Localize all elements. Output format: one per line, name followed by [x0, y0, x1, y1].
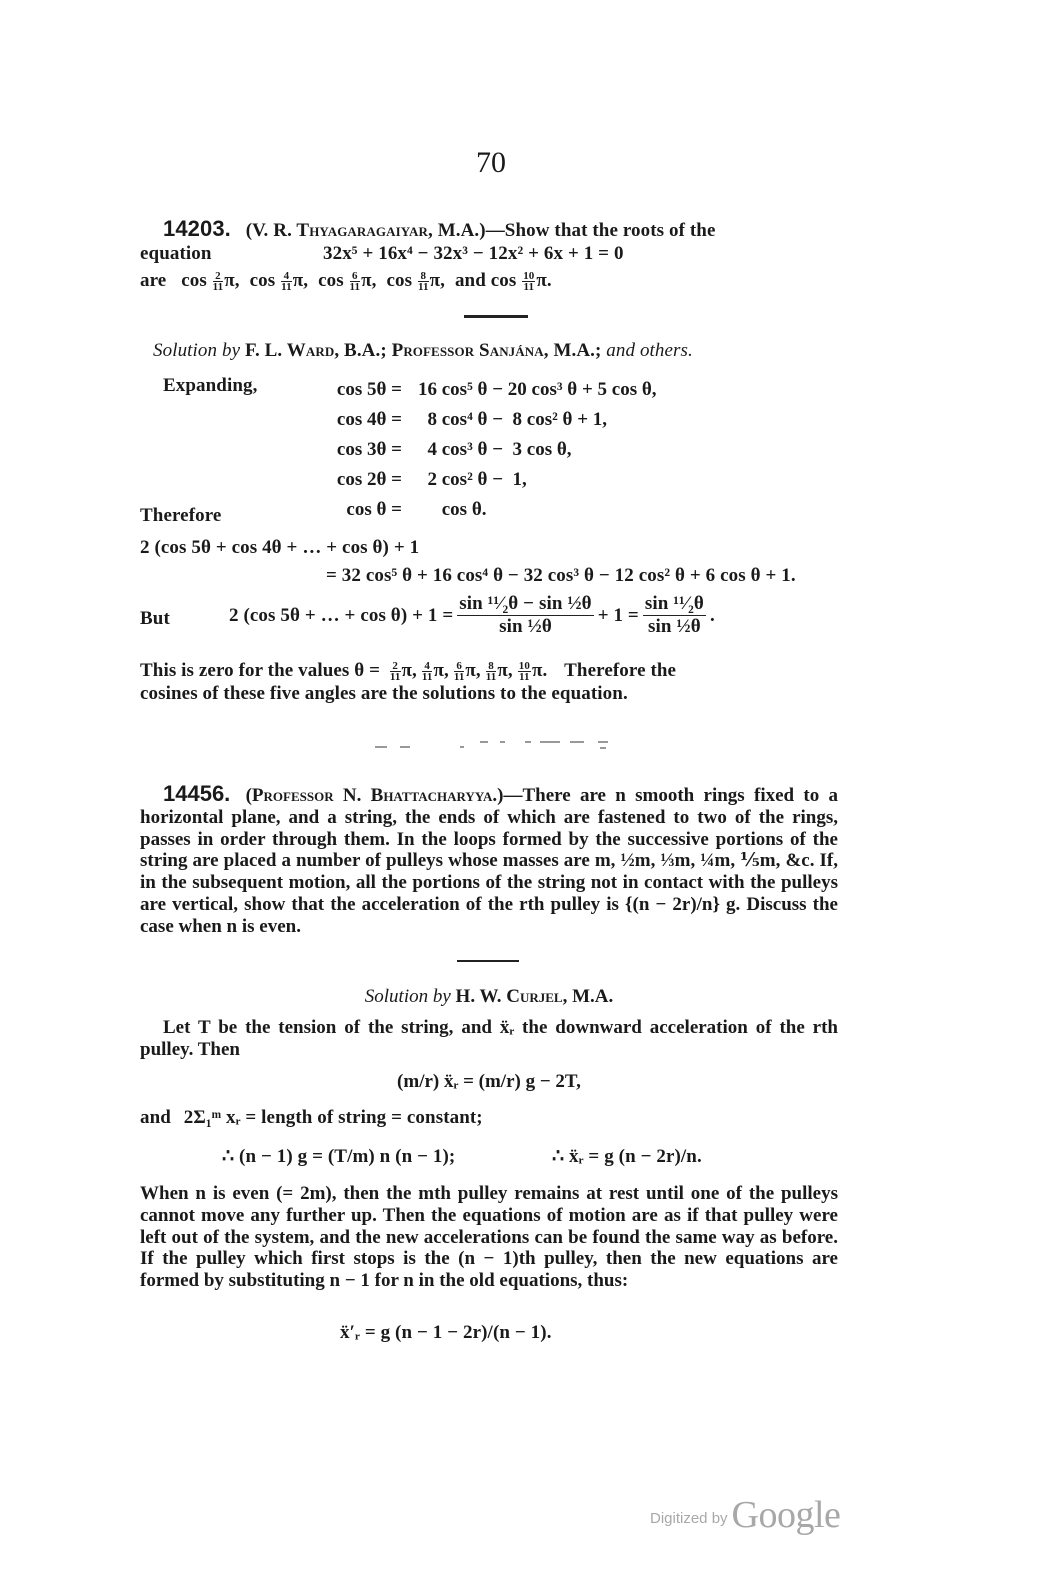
expansion-lhs: cos 4θ = [336, 409, 402, 430]
watermark-logo-text: Google [731, 1494, 841, 1536]
zero-value-suffix: π. [531, 660, 548, 681]
question-body-line1: —There are n smooth rings [503, 785, 745, 806]
small-fraction [454, 661, 465, 682]
fraction-numerator: 10 [518, 660, 530, 673]
expansion-lhs: cos 2θ = [336, 469, 402, 490]
fraction-denominator: 11 [523, 281, 535, 294]
sum-result: = 32 cos⁵ θ + 16 cos⁴ θ − 32 cos³ θ − 12 cos² θ + 6 cos θ + 1. [326, 565, 796, 586]
roots-prefix: are [140, 270, 167, 291]
fraction-numerator: 2 [213, 271, 224, 282]
zero-value-item [485, 660, 513, 684]
expansion-rhs: 4 cos³ θ − 3 cos θ, [418, 439, 572, 460]
fraction-denominator: 11 [212, 281, 224, 294]
root-suffix: π, [292, 270, 309, 291]
expanding-label: Expanding, [163, 375, 258, 396]
fraction-denominator: 11 [519, 671, 530, 684]
equation-2-line [140, 1107, 483, 1129]
equation-2-prefix: and [140, 1107, 171, 1128]
question-14456-text [140, 783, 838, 938]
root-suffix: π. [536, 270, 552, 291]
root-prefix: cos [318, 270, 349, 291]
zero-text-post: Therefore the [564, 660, 677, 681]
plus-one: + 1 = [597, 604, 639, 626]
but-label: But [140, 608, 170, 629]
root-suffix: π, [429, 270, 445, 291]
equation-4: ẍ′ᵣ = g (n − 1 − 2r)/(n − 1). [340, 1322, 552, 1343]
root-item [249, 270, 309, 294]
equation-1: (m/r) ẍᵣ = (m/r) g − 2T, [397, 1071, 581, 1092]
root-item [181, 270, 240, 294]
zero-value-item [517, 660, 548, 684]
question-intro: —Show that the roots of the [485, 220, 716, 241]
question-number: 14203. [163, 216, 231, 241]
small-fraction [518, 661, 531, 682]
zero-value-suffix: π, [465, 660, 481, 681]
expansion-rhs: 16 cos⁵ θ − 20 cos³ θ + 5 cos θ, [418, 379, 657, 400]
root-prefix: cos [249, 270, 281, 291]
expansion-rhs-column [418, 375, 657, 525]
fraction-denominator: 11 [389, 671, 401, 684]
fraction-2-end: . [709, 604, 715, 626]
question-14203-header [163, 216, 716, 242]
small-fraction [390, 661, 401, 682]
expansion-lhs: cos 5θ = [336, 379, 402, 400]
equation-2: 2Σ₁ᵐ xᵣ = length of string = constant; [183, 1107, 483, 1128]
fraction-denominator: 11 [453, 671, 465, 684]
fraction-denominator: 11 [417, 281, 429, 294]
root-suffix: π, [361, 270, 377, 291]
fraction-2-denominator: sin ½θ [648, 616, 701, 637]
roots-line [140, 270, 552, 292]
section-divider [464, 315, 528, 318]
expansion-lhs: cos θ = [346, 499, 402, 520]
small-fraction [522, 271, 535, 292]
zero-value-item [389, 660, 417, 684]
section-divider-2 [457, 960, 519, 962]
small-fraction [422, 661, 433, 682]
but-lhs: 2 (cos 5θ + … + cos θ) + 1 = [229, 604, 454, 626]
expansion-lhs: cos 3θ = [336, 439, 402, 460]
solvers-suffix: and others. [606, 340, 693, 361]
root-suffix: π, [224, 270, 240, 291]
fraction-denominator: 11 [485, 671, 497, 684]
therefore-label: Therefore [140, 505, 222, 526]
zero-values-list [385, 660, 548, 684]
fraction-1 [457, 593, 593, 638]
question-equation: 32x⁵ + 16x⁴ − 32x³ − 12x² + 6x + 1 = 0 [323, 243, 624, 264]
fraction-denominator: 11 [281, 281, 292, 294]
fraction-numerator: 8 [486, 661, 497, 672]
fraction-numerator: 4 [281, 271, 292, 282]
small-fraction [350, 271, 361, 292]
solution-byline [153, 340, 693, 362]
fraction-denominator: 11 [421, 671, 433, 684]
zero-value-suffix: π, [433, 660, 449, 681]
root-item [318, 270, 377, 294]
equation-3b: ∴ ẍᵣ = g (n − 2r)/n. [552, 1146, 702, 1167]
expansion-lhs-column [300, 375, 402, 525]
expansion-rhs: cos θ. [418, 499, 487, 520]
root-prefix: cos [181, 270, 212, 291]
sum-line: 2 (cos 5θ + cos 4θ + … + cos θ) + 1 [140, 537, 420, 558]
page-number: 70 [476, 146, 506, 179]
question-author: (V. R. Thyagaragaiyar, M.A.) [245, 220, 486, 241]
roots-list [171, 270, 552, 294]
fraction-numerator: 10 [523, 270, 535, 283]
root-item [454, 270, 552, 294]
fraction-numerator: 6 [350, 271, 361, 282]
solver-2: H. W. Curjel, M.A. [455, 986, 614, 1007]
zero-value-suffix: π, [401, 660, 417, 681]
solution-by-label: Solution by [153, 340, 241, 361]
fraction-numerator: 2 [390, 661, 401, 672]
zero-text-pre: This is zero for the values θ = [140, 660, 381, 681]
root-prefix: cos [386, 270, 417, 291]
equation-label: equation [140, 243, 212, 264]
fraction-numerator: 8 [418, 271, 429, 282]
conclusion: cosines of these five angles are the solutions to the equation. [140, 683, 628, 704]
root-item [386, 270, 445, 294]
root-prefix: and cos [454, 270, 522, 291]
expansion-rhs: 8 cos⁴ θ − 8 cos² θ + 1, [418, 409, 608, 430]
fraction-1-denominator: sin ½θ [499, 616, 552, 637]
but-equation [229, 593, 715, 638]
question-body: fixed to a horizontal plane, and a string, the ends of which are fastened to two of the rings, passes in order through them. In the loops formed by the successive portions of the string are placed a number of pulleys whose masses are m, ½m, ⅓m, ¼m, ⅕m, &c. If, in the subsequent motion, all the portions of the string not in contact with the pulleys are vertical, show that the acceleration of the rth pulley is {(n − 2r)/n} g. Discuss the case when n is even. [140, 785, 839, 937]
small-fraction [213, 271, 224, 292]
fraction-numerator: 4 [422, 661, 433, 672]
fraction-numerator: 6 [454, 661, 465, 672]
zero-values-line [140, 660, 676, 682]
expansion-rhs: 2 cos² θ − 1, [418, 469, 527, 490]
solution-para-1: Let T be the tension of the string, and ẍᵣ the downward acceleration of the rth pulley. Then [140, 1017, 838, 1060]
scan-artifacts [370, 741, 610, 749]
small-fraction [281, 271, 292, 292]
solvers: F. L. Ward, B.A.; Professor Sanjána, M.A.; [244, 340, 602, 361]
solution-by-label-2: Solution by [364, 986, 451, 1007]
small-fraction [418, 271, 429, 292]
google-watermark [650, 1493, 840, 1537]
fraction-denominator: 11 [349, 281, 361, 294]
fraction-2-numerator: sin ¹¹⁄₂θ [644, 593, 704, 614]
solution-byline-2 [140, 986, 838, 1008]
question-author-2: (Professor N. Bhattacharyya.) [245, 785, 504, 806]
small-fraction [486, 661, 497, 682]
zero-value-suffix: π, [497, 660, 513, 681]
zero-value-item [421, 660, 449, 684]
fraction-1-numerator: sin ¹¹⁄₂θ − sin ½θ [459, 593, 592, 614]
equation-3a: ∴ (n − 1) g = (T/m) n (n − 1); [222, 1146, 456, 1167]
zero-value-item [453, 660, 481, 684]
fraction-2 [643, 593, 706, 638]
question-number-2: 14456. [163, 781, 231, 806]
solution-para-2: When n is even (= 2m), then the mth pulley remains at rest until one of the pulleys cannot move any further up. Then the equations of motion are as if that pulley were left out of the system, and the new accelerations can be found the same way as before. If the pulley which first stops is the (n − 1)th pulley, then the new equations are formed by substituting n − 1 for n in the old equations, thus: [140, 1183, 838, 1292]
watermark-small-text: Digitized by [650, 1510, 728, 1527]
